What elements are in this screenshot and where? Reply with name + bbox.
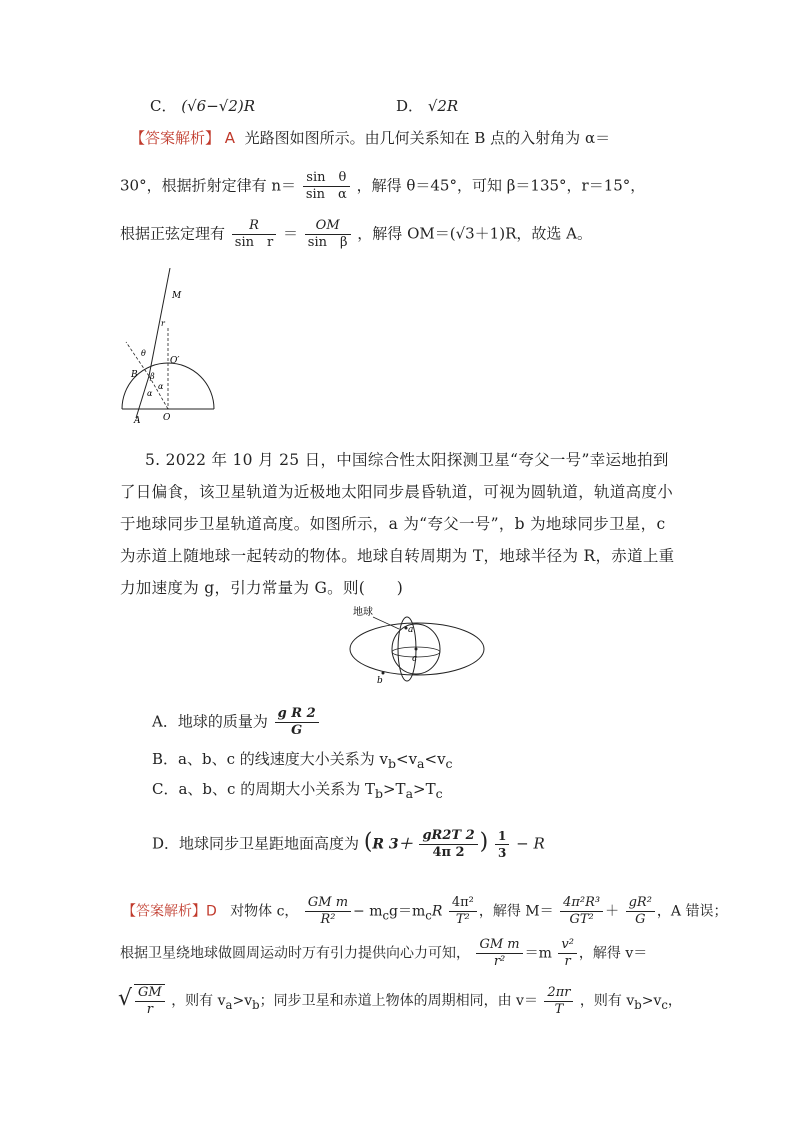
sol2-f1-den: R² (320, 912, 336, 927)
label-r: r (161, 319, 165, 328)
answer-tag-2: 【答案解析】 (122, 903, 206, 920)
q5-option-d-den: 4π 2 (432, 845, 465, 860)
q5-paragraph-2: 了日偏食，该卫星轨道为近极地太阳同步晨昏轨道，可视为圆轨道，轨道高度小 (120, 483, 674, 501)
q5-paragraph-5: 力加速度为 g，引力常量为 G。则( ) (120, 579, 404, 597)
orbit-diagram (345, 603, 485, 685)
solution2-line1: 【答案解析】D 对物体 c， $\frac{\text{GM m}}{\text{R²}}$ − $m_cg=m_cR$ $\frac{\text{4π²}}{\text{T²}}$ ，解得 M＝ $\frac{\text{4π²R³}}{\text{GT²}}$ ＋ $\frac{\text{gR²}}{G}$ ，A 错误； (122, 895, 728, 927)
sol2-frac-mass2 (626, 895, 655, 928)
answer-letter-2: D (206, 903, 217, 920)
label-beta: β (150, 372, 155, 381)
sine-law-left-num: R (232, 218, 276, 235)
solution1-line3 (120, 218, 592, 251)
solution2-line2 (120, 937, 647, 970)
sol2-frac-v2-r (558, 937, 577, 970)
sol2-l3-f-num: 2πr (544, 985, 573, 1002)
solution1-text1: 光路图如图所示。由几何关系知在 B 点的入射角为 α＝ (244, 129, 611, 147)
sol2-l1-f: ＋ (605, 903, 620, 920)
q5-option-a-den: G (291, 723, 303, 738)
answer-letter: A (224, 129, 236, 147)
point-b (382, 672, 385, 675)
solution1-text2b: ，解得 θ＝45°，可知 β＝135°，r＝15°， (356, 176, 646, 195)
q5-option-d-exp-den: 3 (498, 846, 507, 860)
label-a-sat: a (408, 625, 414, 635)
sol2-sqrt-gm-r (134, 984, 165, 1018)
q5-option-d-exp-num: 1 (495, 828, 509, 845)
option-d-prev (396, 95, 458, 117)
sol2-sqrt-den: r (146, 1002, 153, 1017)
sol2-l3-rest: ，则有 $v_a>v_b$；同步卫星和赤道上物体的周期相同，由 v＝ (171, 993, 538, 1012)
earth-pointer (373, 617, 399, 629)
q5-option-d: D．地球同步卫星距地面高度为 (R 3＋ $\frac{gR2T 2}{4\pi 2}$ ) $\frac{1}{3}$ − R (152, 828, 545, 860)
q5-option-b: B．a、b、c 的线速度大小关系为 $v_b<v_a<v_c$ (152, 750, 453, 771)
label-o-prime: O′ (170, 356, 180, 366)
q5-option-a-fraction (275, 706, 319, 739)
sol2-frac-gmm-r2 (305, 895, 351, 928)
sol2-frac-mass1 (560, 895, 603, 928)
q5-option-a-num: g R 2 (275, 706, 319, 723)
sol2-f2-num: 4π² (449, 895, 477, 912)
sol2-l3-tail: ，则有 $v_b>v_c$， (579, 993, 682, 1012)
snell-den: sin α (305, 187, 347, 202)
sol2-f1-num: GM m (305, 895, 351, 912)
sol2-l2-b: ＝m (524, 945, 552, 962)
optics-diagram (118, 268, 218, 438)
sol2-l1-b: − m (353, 903, 383, 920)
equals-sign: ＝ (283, 224, 299, 243)
sol2-l2-f2-den: r (564, 954, 571, 969)
sol2-frac-gmm-r2-b (476, 937, 522, 970)
sol2-f4-num: gR² (626, 895, 655, 912)
label-theta: θ (141, 349, 146, 358)
label-c-obj: c (412, 654, 418, 664)
q5-option-d-text: D．地球同步卫星距地面高度为 (152, 834, 360, 853)
sol2-frac-2pir-t (544, 985, 573, 1018)
sine-law-right-num: OM (305, 218, 351, 235)
q5-paragraph-1: 5. 2022 年 10 月 25 日，中国综合性太阳探测卫星“夸父一号”幸运地拍到 (145, 451, 669, 469)
solution1-text2a: 30°，根据折射定律有 n＝ (120, 176, 297, 195)
q5-option-d-fraction (419, 828, 477, 861)
q5-option-a-text: A．地球的质量为 (152, 712, 268, 731)
sol2-l3-f-den: T (554, 1001, 564, 1017)
sol2-f2-den: T² (455, 912, 470, 927)
solution1-text3a: 根据正弦定理有 (120, 224, 226, 243)
sol2-l1-g: ，A 错误； (656, 903, 728, 920)
sol2-l1-e: ，解得 M＝ (478, 903, 554, 920)
sol2-l1-a: 对物体 c， (230, 903, 299, 920)
label-o: O (163, 413, 171, 423)
point-c (415, 648, 418, 651)
sol2-l2-f1-den: r² (493, 954, 506, 969)
option-d-label: D． (396, 97, 424, 115)
solution1-line1 (130, 127, 610, 149)
label-b: B (131, 370, 138, 380)
sine-law-fraction-left (232, 218, 276, 251)
sine-law-right-den: sin β (307, 235, 348, 250)
snell-num: sin θ (303, 170, 350, 187)
sol2-f3-num: 4π²R³ (560, 895, 603, 912)
q5-option-a (152, 706, 321, 739)
option-c-expr: (√6−√2)R (181, 97, 256, 115)
answer-tag: 【答案解析】 (130, 129, 221, 147)
snell-fraction (303, 170, 350, 203)
label-earth: 地球 (353, 607, 373, 618)
solution2-line3: √ $\frac{GM}{r}$ ，则有 $v_a>v_b$；同步卫星和赤道上物体的周期相同，由 v＝ $\frac{2\pi r}{T}$ ，则有 $v_b>v_c$， (118, 984, 682, 1017)
option-c-prev (150, 95, 255, 117)
sol2-l2-f2-num: v² (558, 937, 577, 954)
q5-option-d-tail: − R (516, 834, 545, 853)
label-alpha-2: α (158, 382, 164, 391)
ray-b-to-m (149, 268, 170, 376)
solution1-line2 (120, 170, 645, 203)
q5-paragraph-4: 为赤道上随地球一起转动的物体。地球自转周期为 T，地球半径为 R，赤道上重 (120, 547, 675, 565)
option-d-expr: √2R (427, 97, 459, 115)
q5-paragraph-3: 于地球同步卫星轨道高度。如图所示，a 为“夸父一号”，b 为地球同步卫星，c (120, 515, 666, 533)
label-b-sat: b (377, 676, 383, 685)
sol2-sqrt-num: GM (135, 985, 165, 1002)
solution1-text3b: ，解得 OM＝(√3＋1)R，故选 A。 (357, 224, 592, 243)
sol2-f4-den: G (635, 912, 646, 927)
sol2-l1-d: R (431, 903, 443, 920)
sol2-f3-den: GT² (569, 912, 594, 927)
q5-option-d-exponent (495, 828, 509, 861)
sol2-frac-4pi2-t2 (449, 895, 477, 928)
q5-option-d-num: gR2T 2 (419, 828, 477, 845)
label-alpha: α (147, 389, 153, 398)
sol2-l2-a: 根据卫星绕地球做圆周运动时万有引力提供向心力可知， (120, 945, 470, 962)
sol2-l2-c: ，解得 v＝ (578, 945, 648, 962)
label-a: A (134, 416, 141, 426)
sine-law-left-den: sin r (234, 235, 274, 250)
label-m: M (172, 291, 182, 301)
sol2-l2-f1-num: GM m (476, 937, 522, 954)
option-c-label: C． (150, 97, 177, 115)
q5-option-d-expr: R 3＋ (372, 836, 413, 853)
sol2-l1-c: g＝m (389, 903, 426, 920)
sine-law-fraction-right (305, 218, 351, 251)
q5-option-c: C．a、b、c 的周期大小关系为 $T_b>T_a>T_c$ (152, 780, 443, 801)
